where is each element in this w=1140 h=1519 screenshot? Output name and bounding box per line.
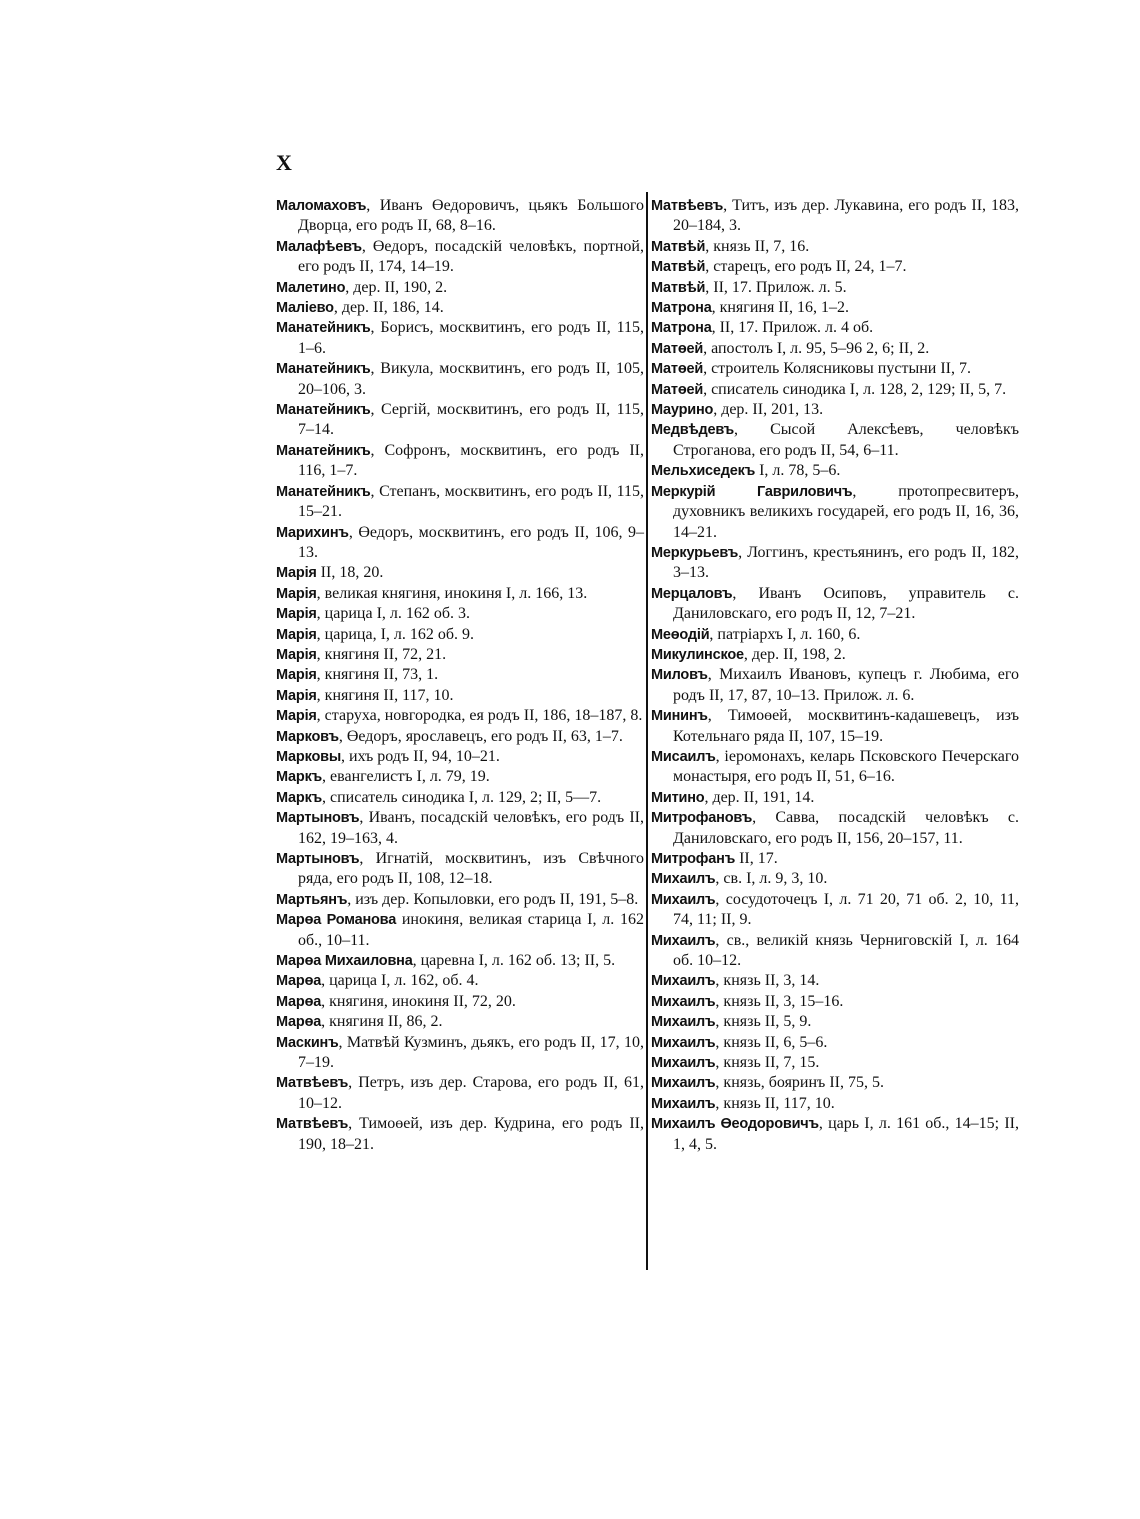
entry-text: , княгиня II, 86, 2. [321, 1013, 443, 1031]
entry-headword: Матрона [651, 320, 712, 337]
entry-text: , Логгинъ, крестьянинъ, его родъ II, 182, 3–13. [673, 543, 1019, 582]
index-entry [651, 278, 1019, 298]
index-entry [276, 584, 644, 604]
index-entry [276, 482, 644, 523]
entry-text: , князь II, 7, 15. [715, 1054, 820, 1072]
index-entry [276, 747, 644, 767]
entry-text: , дер. II, 198, 2. [743, 645, 846, 663]
index-entry [276, 890, 644, 910]
entry-headword: Матөей [651, 361, 704, 378]
index-entry [651, 992, 1019, 1012]
entry-headword: Мартьянъ [276, 891, 348, 908]
entry-headword: Михаилъ [651, 973, 716, 990]
entry-headword: Михаилъ [651, 871, 716, 888]
entry-headword: Матөей [651, 381, 704, 398]
entry-text: , списатель синодика I, л. 128, 2, 129; II, 5, 7. [703, 380, 1007, 398]
index-entry [651, 808, 1019, 849]
entry-headword: Марія [276, 585, 317, 602]
entry-text: , II, 17. Прилож. л. 4 об. [711, 319, 874, 337]
entry-text: I, л. 78, 5–6. [755, 462, 841, 480]
entry-text: , царица I, л. 162, об. 4. [321, 972, 479, 990]
index-entry [651, 1033, 1019, 1053]
entry-headword: Матвѣй [651, 238, 706, 255]
entry-text: , Сергій, москвитинъ, его родъ II, 115, 7–14. [298, 401, 644, 439]
entry-text: , Петръ, изъ дер. Старова, его родъ II, 61, 10–12. [298, 1074, 644, 1112]
entry-headword: Манатейникъ [276, 361, 371, 378]
entry-text: , дер. II, 186, 14. [333, 299, 444, 317]
index-entry [276, 604, 644, 624]
entry-text: , Борисъ, москвитинъ, его родъ II, 115, 1–6. [298, 319, 644, 357]
entry-text: , Тимоөей, изъ дер. Кудрина, его родъ II, 190, 18–21. [298, 1115, 644, 1153]
entry-text: , Сысой Алексѣевъ, человѣкъ Строганова, его родъ II, 54, 6–11. [673, 421, 1019, 459]
entry-text: , Иванъ Өедоровичъ, цьякъ Большого Дворца, его родъ II, 68, 8–16. [298, 197, 644, 235]
entry-text: инокиня, великая старица I, л. 162 об., 10–11. [298, 911, 644, 949]
index-entry [651, 1094, 1019, 1114]
index-entry [651, 461, 1019, 481]
entry-headword: Манатейникъ [276, 483, 371, 500]
entry-text: , старецъ, его родъ II, 24, 1–7. [705, 258, 907, 276]
index-entry [651, 747, 1019, 788]
index-entry [276, 665, 644, 685]
index-entry [276, 318, 644, 359]
entry-text: , княгиня II, 72, 21. [316, 645, 447, 663]
index-entry [276, 196, 644, 237]
entry-headword: Митрофановъ [651, 810, 753, 827]
index-entry [276, 951, 644, 971]
index-entry [651, 645, 1019, 665]
entry-headword: Матрона [651, 300, 712, 317]
entry-headword: Марія [276, 687, 317, 704]
entry-text: , Иванъ, посадскій человѣкъ, его родъ II, 162, 19–163, 4. [298, 809, 644, 847]
entry-headword: Маскинъ [276, 1034, 339, 1051]
index-entry [651, 420, 1019, 461]
entry-headword: Михаилъ [651, 932, 716, 949]
index-entry [651, 625, 1019, 645]
entry-headword: Михаилъ [651, 891, 716, 908]
entry-text: , царевна I, л. 162 об. 13; II, 5. [412, 952, 616, 970]
entry-headword: Меөодій [651, 626, 710, 643]
entry-text: , Иванъ Осиповъ, управитель с. Даниловскаго, его родъ II, 12, 7–21. [673, 584, 1019, 623]
entry-text: , Өедоръ, москвитинъ, его родъ II, 106, 9–13. [298, 523, 644, 561]
entry-text: , протопресвитеръ, духовникъ великихъ государей, его родъ II, 16, 36, 14–21. [673, 482, 1019, 541]
entry-headword: Митрофанъ [651, 851, 736, 867]
index-entry [276, 278, 644, 298]
entry-headword: Михаилъ [651, 1075, 716, 1092]
entry-headword: Мартыновъ [276, 810, 360, 827]
index-entry [276, 298, 644, 318]
entry-headword: Матвѣевъ [651, 198, 724, 214]
index-entry [276, 788, 644, 808]
index-left-column [276, 196, 644, 1155]
entry-headword: Меркурій Гавриловичъ [651, 483, 853, 500]
index-entry [276, 727, 644, 747]
entry-headword: Матөей [651, 340, 704, 357]
entry-text: , св. I, л. 9, 3, 10. [715, 870, 828, 888]
entry-headword: Мининъ [651, 708, 708, 725]
index-entry [651, 931, 1019, 972]
entry-headword: Матвѣевъ [276, 1116, 349, 1133]
index-entry [276, 237, 644, 278]
index-entry [651, 1053, 1019, 1073]
entry-headword: Михаилъ Өеодоровичъ [651, 1116, 819, 1133]
entry-headword: Марковы [276, 748, 341, 765]
entry-headword: Михаилъ [651, 993, 716, 1010]
entry-headword: Манатейникъ [276, 442, 371, 459]
entry-text: , Өедоръ, посадскій человѣкъ, портной, его родъ II, 174, 14–19. [298, 237, 644, 276]
index-entry [651, 543, 1019, 584]
index-entry [276, 706, 644, 726]
index-entry [276, 523, 644, 564]
entry-text: , сосудоточецъ I, л. 71 20, 71 об. 2, 10, 11, 74, 11; II, 9. [673, 890, 1019, 929]
entry-text: , княгиня II, 16, 1–2. [711, 299, 849, 317]
entry-text: , царь I, л. 161 об., 14–15; II, 1, 4, 5. [673, 1115, 1019, 1153]
index-entry [276, 992, 644, 1012]
entry-headword: Маурино [651, 402, 714, 419]
entry-headword: Маломаховъ [276, 198, 367, 214]
index-entry [276, 1012, 644, 1032]
index-entry [651, 482, 1019, 543]
entry-text: , царица I, л. 162 об. 3. [316, 605, 471, 623]
entry-headword: Мельхиседекъ [651, 463, 756, 480]
entry-headword: Мерцаловъ [651, 585, 733, 602]
entry-text: , князь II, 6, 5–6. [715, 1033, 828, 1051]
index-entry [276, 686, 644, 706]
entry-text: , дер. II, 190, 2. [345, 278, 448, 296]
index-entry [276, 359, 644, 400]
index-entry [651, 400, 1019, 420]
entry-text: , князь, бояринъ II, 75, 5. [715, 1074, 884, 1092]
entry-headword: Малафѣевъ [276, 238, 362, 255]
entry-text: , княгиня II, 73, 1. [316, 666, 439, 684]
entry-text: , Савва, посадскій человѣкъ с. Даниловскаго, его родъ II, 156, 20–157, 11. [673, 809, 1019, 847]
entry-headword: Миловъ [651, 667, 708, 684]
entry-headword: Медвѣдевъ [651, 422, 735, 439]
entry-headword: Митино [651, 789, 705, 806]
entry-headword: Манатейникъ [276, 320, 371, 337]
entry-headword: Марөа Михаиловна [276, 953, 413, 970]
entry-text: , апостолъ I, л. 95, 5–96 2, 6; II, 2. [703, 339, 930, 357]
index-entry [276, 1033, 644, 1074]
index-entry [651, 1012, 1019, 1032]
entry-text: , Софронъ, москвитинъ, его родъ II, 116, 1–7. [298, 441, 644, 480]
index-entry [276, 910, 644, 951]
entry-headword: Марія [276, 667, 317, 684]
entry-headword: Марія [276, 646, 317, 663]
index-entry [651, 196, 1019, 237]
entry-headword: Михаилъ [651, 1095, 716, 1112]
entry-headword: Мисаилъ [651, 748, 716, 765]
entry-headword: Микулинское [651, 646, 744, 663]
entry-text: , св., великій князь Черниговскій I, л. 164 об. 10–12. [673, 931, 1019, 970]
entry-text: , іеромонахъ, келарь Псковского Печерскаго монастыря, его родъ II, 51, 6–16. [673, 747, 1019, 786]
entry-text: , княгиня II, 117, 10. [316, 686, 454, 704]
index-entry [651, 380, 1019, 400]
entry-text: , списатель синодика I, л. 129, 2; II, 5—7. [322, 788, 602, 806]
entry-text: , евангелистъ I, л. 79, 19. [322, 768, 490, 786]
entry-text: , Өедоръ, ярославецъ, его родъ II, 63, 1–7. [338, 727, 623, 745]
entry-headword: Марөа Романова [276, 912, 397, 929]
entry-text: , князь II, 7, 16. [705, 237, 810, 255]
index-entry [276, 767, 644, 787]
entry-headword: Мартыновъ [276, 851, 360, 867]
index-entry [651, 665, 1019, 706]
entry-headword: Маліево [276, 300, 334, 317]
entry-headword: Марія [276, 606, 317, 623]
index-entry [651, 1114, 1019, 1155]
entry-text: , Матвѣй Кузминъ, дьякъ, его родъ II, 17, 10, 7–19. [298, 1033, 644, 1072]
index-entry [276, 1114, 644, 1155]
index-entry [276, 563, 644, 583]
index-entry [276, 971, 644, 991]
entry-headword: Малетино [276, 279, 346, 296]
entry-text: , II, 17. Прилож. л. 5. [705, 278, 847, 296]
entry-headword: Марихинъ [276, 524, 349, 541]
index-entry [651, 788, 1019, 808]
entry-text: , Тимоөей, москвитинъ-кадашевецъ, изъ Котельнаго ряда II, 107, 15–19. [673, 707, 1019, 745]
index-entry [276, 400, 644, 441]
entry-text: , строитель Колясниковы пустыни II, 7. [703, 360, 971, 378]
entry-headword: Михаилъ [651, 1055, 716, 1072]
entry-text: , великая княгиня, инокиня I, л. 166, 13. [316, 584, 588, 602]
entry-text: , дер. II, 201, 13. [713, 401, 824, 419]
entry-text: , изъ дер. Копыловки, его родъ II, 191, 5–8. [347, 890, 639, 908]
entry-headword: Маркъ [276, 789, 323, 806]
index-entry [651, 257, 1019, 277]
entry-headword: Михаилъ [651, 1014, 716, 1031]
entry-text: , Михаилъ Ивановъ, купецъ г. Любима, его родъ II, 17, 87, 10–13. Прилож. л. 6. [673, 666, 1019, 704]
entry-headword: Марковъ [276, 728, 339, 745]
entry-text: , князь II, 3, 15–16. [715, 992, 844, 1010]
index-entry [651, 869, 1019, 889]
entry-text: II, 17. [735, 850, 778, 867]
index-entry [651, 339, 1019, 359]
entry-headword: Матвѣй [651, 259, 706, 276]
entry-headword: Марія [276, 708, 317, 725]
entry-headword: Матвѣевъ [276, 1075, 349, 1092]
entry-headword: Марөа [276, 993, 322, 1010]
index-entry [651, 359, 1019, 379]
entry-text: , Игнатій, москвитинъ, изъ Свѣчного ряда, его родъ II, 108, 12–18. [298, 850, 644, 888]
index-entry [276, 849, 644, 890]
index-entry [276, 808, 644, 849]
entry-text: , ихъ родъ II, 94, 10–21. [341, 747, 500, 765]
index-entry [651, 849, 1019, 869]
entry-text: , дер. II, 191, 14. [704, 788, 815, 806]
entry-text: , князь II, 117, 10. [715, 1094, 835, 1112]
entry-text: , Степанъ, москвитинъ, его родъ II, 115, 15–21. [298, 482, 644, 521]
index-entry [276, 625, 644, 645]
entry-headword: Меркурьевъ [651, 544, 739, 561]
entry-text: , князь II, 3, 14. [715, 972, 820, 990]
entry-text: , царица, I, л. 162 об. 9. [316, 625, 475, 643]
index-entry [651, 1073, 1019, 1093]
index-right-column [651, 196, 1019, 1155]
index-entry [651, 890, 1019, 931]
index-entry [651, 298, 1019, 318]
column-rule [646, 192, 648, 1270]
index-entry [651, 584, 1019, 625]
entry-text: , князь II, 5, 9. [715, 1013, 812, 1031]
entry-text: , Викула, москвитинъ, его родъ II, 105, 20–106, 3. [298, 360, 644, 398]
entry-text: , старуха, новгородка, ея родъ II, 186, 18–187, 8. [316, 707, 643, 725]
entry-headword: Манатейникъ [276, 402, 371, 419]
index-entry [651, 237, 1019, 257]
entry-text: , Титъ, изъ дер. Лукавина, его родъ II, 183, 20–184, 3. [673, 197, 1019, 235]
entry-headword: Михаилъ [651, 1034, 716, 1051]
entry-text: II, 18, 20. [316, 564, 384, 582]
entry-headword: Марія [276, 626, 317, 643]
entry-headword: Матвѣй [651, 279, 706, 296]
entry-headword: Марія [276, 565, 317, 582]
index-entry [651, 971, 1019, 991]
index-entry [276, 441, 644, 482]
entry-headword: Маркъ [276, 769, 323, 786]
index-entry [651, 706, 1019, 747]
entry-text: , патріархъ I, л. 160, 6. [709, 625, 861, 643]
page-number: X [276, 150, 292, 175]
entry-headword: Марөа [276, 1014, 322, 1031]
entry-text: , княгиня, инокиня II, 72, 20. [321, 992, 516, 1010]
index-entry [651, 318, 1019, 338]
index-entry [276, 1073, 644, 1114]
entry-headword: Марөа [276, 973, 322, 990]
index-entry [276, 645, 644, 665]
